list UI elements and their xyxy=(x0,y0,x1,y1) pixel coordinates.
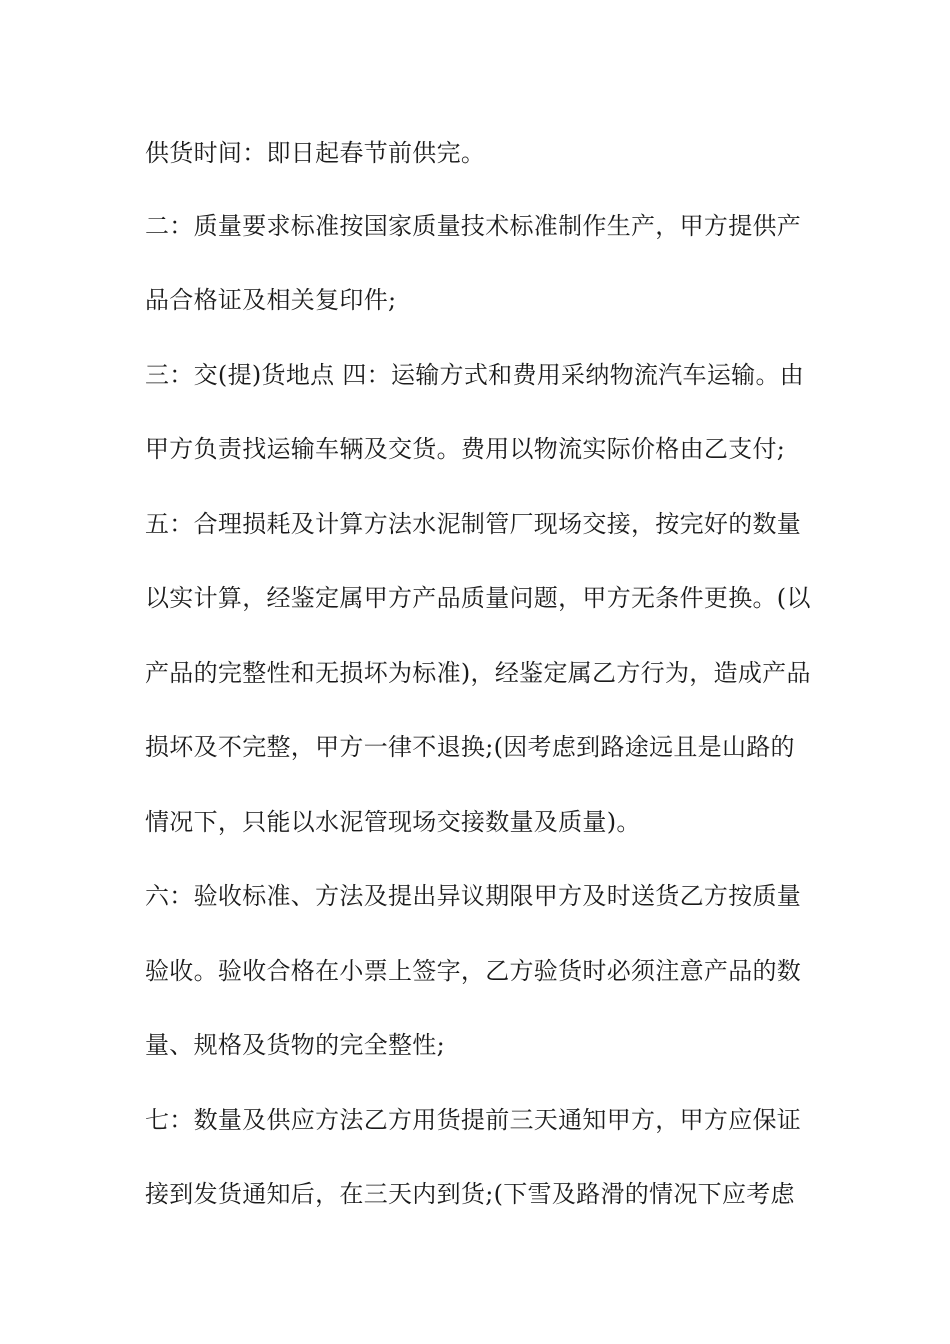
text-line: 情况下，只能以水泥管现场交接数量及质量)。 xyxy=(145,808,641,836)
text-line: 五：合理损耗及计算方法水泥制管厂现场交接，按完好的数量 xyxy=(145,510,802,538)
text-line: 产品的完整性和无损坏为标准)，经鉴定属乙方行为，造成产品 xyxy=(145,659,811,687)
text-line: 甲方负责找运输车辆及交货。费用以物流实际价格由乙支付; xyxy=(145,435,786,463)
text-line: 品合格证及相关复印件; xyxy=(145,286,397,314)
text-line: 接到发货通知后，在三天内到货;(下雪及路滑的情况下应考虑 xyxy=(145,1180,795,1208)
text-line: 七：数量及供应方法乙方用货提前三天通知甲方，甲方应保证 xyxy=(145,1106,802,1134)
text-line: 验收。验收合格在小票上签字，乙方验货时必须注意产品的数 xyxy=(145,957,802,985)
text-line: 以实计算，经鉴定属甲方产品质量问题，甲方无条件更换。(以 xyxy=(145,584,811,612)
text-line: 二：质量要求标准按国家质量技术标准制作生产，甲方提供产 xyxy=(145,212,802,240)
text-line: 供货时间：即日起春节前供完。 xyxy=(145,139,486,167)
text-line: 量、规格及货物的完全整性; xyxy=(145,1031,445,1059)
text-line: 损坏及不完整，甲方一律不退换;(因考虑到路途远且是山路的 xyxy=(145,733,795,761)
text-line: 三：交(提)货地点 四：运输方式和费用采纳物流汽车运输。由 xyxy=(145,361,805,389)
text-line: 六：验收标准、方法及提出异议期限甲方及时送货乙方按质量 xyxy=(145,882,802,910)
